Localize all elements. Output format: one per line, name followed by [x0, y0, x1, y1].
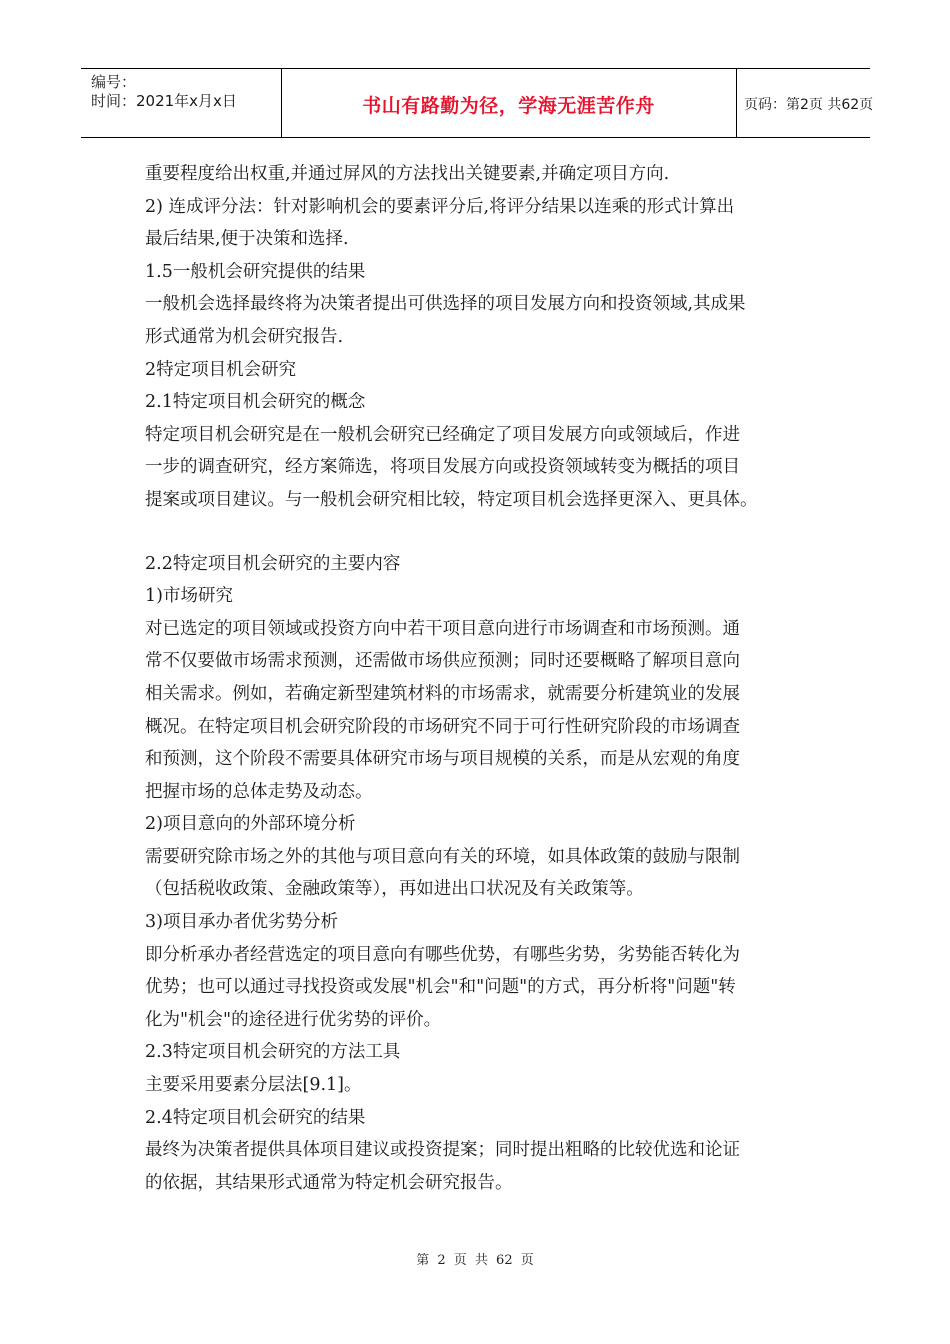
text-line: 最后结果,便于决策和选择.	[145, 229, 349, 250]
text-line: 形式通常为机会研究报告.	[145, 326, 344, 347]
text-line: 提案或项目建议。与一般机会研究相比较，特定项目机会选择更深入、更具体。	[145, 489, 758, 510]
section-heading: 1.5一般机会研究提供的结果	[145, 261, 366, 282]
text-line: 常不仅要做市场需求预测，还需做市场供应预测；同时还要概略了解项目意向	[145, 651, 740, 672]
text-line: 需要研究除市场之外的其他与项目意向有关的环境，如具体政策的鼓励与限制	[145, 846, 740, 867]
section-heading: 2.3特定项目机会研究的方法工具	[145, 1042, 401, 1063]
page-header	[81, 68, 874, 138]
text-line: 即分析承办者经营选定的项目意向有哪些优势，有哪些劣势，劣势能否转化为	[145, 944, 740, 965]
document-number: 编号：	[91, 73, 137, 91]
header-motto: 书山有路勤为径，学海无涯苦作舟	[362, 95, 655, 117]
document-date: 时间：2021年x月x日	[91, 92, 237, 110]
header-page-cell	[736, 69, 874, 137]
text-line: 对已选定的项目领域或投资方向中若干项目意向进行市场调查和市场预测。通	[145, 618, 740, 639]
section-heading: 2.2特定项目机会研究的主要内容	[145, 553, 401, 574]
header-page-info: 页码：第2页 共62页	[744, 97, 874, 113]
header-motto-cell	[281, 69, 737, 137]
text-line: 概况。在特定项目机会研究阶段的市场研究不同于可行性研究阶段的市场调查	[145, 716, 740, 737]
subsection-heading: 1)市场研究	[145, 586, 233, 607]
text-line: （包括税收政策、金融政策等），再如进出口状况及有关政策等。	[145, 879, 644, 900]
text-line: 化为"机会"的途径进行优劣势的评价。	[145, 1009, 442, 1030]
text-line: 把握市场的总体走势及动态。	[145, 781, 373, 802]
text-line: 相关需求。例如，若确定新型建筑材料的市场需求，就需要分析建筑业的发展	[145, 683, 740, 704]
subsection-heading: 3)项目承办者优劣势分析	[145, 912, 338, 933]
text-line: 和预测，这个阶段不需要具体研究市场与项目规模的关系，而是从宏观的角度	[145, 749, 740, 770]
text-line: 优势；也可以通过寻找投资或发展"机会"和"问题"的方式，再分析将"问题"转	[145, 977, 736, 998]
text-line: 一般机会选择最终将为决策者提出可供选择的项目发展方向和投资领域,其成果	[145, 294, 746, 315]
text-line: 2) 连成评分法：针对影响机会的要素评分后,将评分结果以连乘的形式计算出	[145, 196, 735, 217]
section-heading: 2特定项目机会研究	[145, 359, 297, 380]
text-line: 一步的调查研究，经方案筛选，将项目发展方向或投资领域转变为概括的项目	[145, 457, 740, 478]
text-line: 重要程度给出权重,并通过屏风的方法找出关键要素,并确定项目方向.	[145, 164, 670, 184]
document-body	[145, 158, 825, 1199]
paragraph-gap	[145, 517, 825, 548]
subsection-heading: 2)项目意向的外部环境分析	[145, 814, 356, 835]
text-line: 主要采用要素分层法[9.1]。	[145, 1075, 362, 1096]
page-footer: 第 2 页 共 62 页	[416, 1253, 534, 1268]
text-line: 的依据，其结果形式通常为特定机会研究报告。	[145, 1172, 513, 1193]
text-line: 特定项目机会研究是在一般机会研究已经确定了项目发展方向或领域后，作进	[145, 424, 740, 445]
text-line: 最终为决策者提供具体项目建议或投资提案；同时提出粗略的比较优选和论证	[145, 1140, 740, 1161]
header-meta-cell	[81, 69, 282, 137]
section-heading: 2.1特定项目机会研究的概念	[145, 392, 366, 413]
section-heading: 2.4特定项目机会研究的结果	[145, 1107, 366, 1128]
